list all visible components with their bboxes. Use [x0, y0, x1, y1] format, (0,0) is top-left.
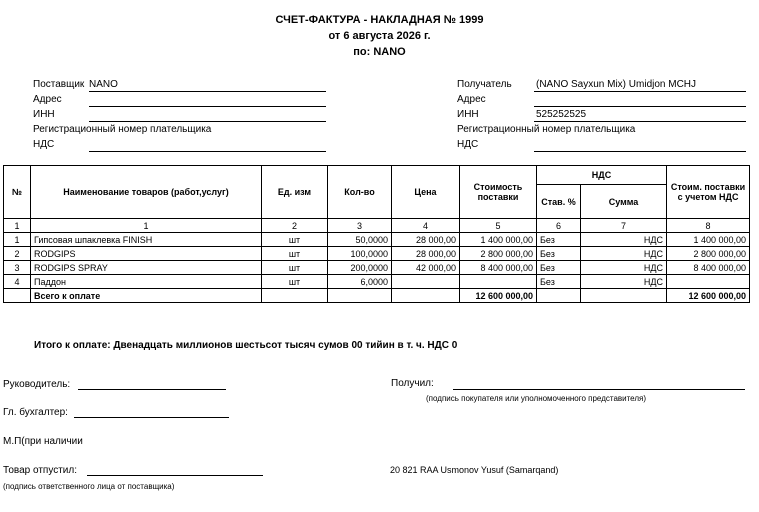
row-unit: шт [262, 233, 328, 247]
recipient-value: (NANO Sayxun Mix) Umidjon MCHJ [536, 79, 697, 90]
recipient-vat-label: НДС [457, 139, 479, 150]
supplier-address-line [89, 95, 326, 107]
row-price [392, 275, 460, 289]
total-empty-cell [392, 289, 460, 303]
index-cell: 1 [31, 219, 262, 233]
invoice-table [3, 165, 750, 303]
row-qty: 50,0000 [328, 233, 392, 247]
released-label: Товар отпустил: [3, 465, 77, 476]
table-index-row [4, 219, 750, 233]
row-total: 2 800 000,00 [667, 247, 750, 261]
released-signature-line [87, 466, 263, 476]
recipient-address-line [534, 95, 746, 107]
row-vat-sum: НДС [581, 233, 667, 247]
row-total [667, 275, 750, 289]
accountant-label: Гл. бухгалтер: [3, 407, 68, 418]
recipient-address-label: Адрес [457, 94, 486, 105]
row-vat-rate: Без [537, 233, 581, 247]
total-empty-cell [581, 289, 667, 303]
supplier-vat-line [89, 140, 326, 152]
row-cost: 8 400 000,00 [460, 261, 537, 275]
row-name: RODGIPS SPRAY [31, 261, 262, 275]
total-empty-cell [537, 289, 581, 303]
total-label: Всего к оплате [31, 289, 262, 303]
supplier-line [89, 80, 326, 92]
released-note: (подпись ответственного лица от поставщика) [3, 482, 175, 491]
recipient-inn-line [534, 110, 746, 122]
recipient-label: Получатель [457, 79, 512, 90]
row-vat-sum: НДС [581, 261, 667, 275]
col-header-vat-rate: Став. % [537, 185, 581, 219]
row-unit: шт [262, 261, 328, 275]
row-qty: 200,0000 [328, 261, 392, 275]
power-of-attorney: 20 821 RAA Usmonov Yusuf (Samarqand) [390, 465, 559, 475]
index-cell: 6 [537, 219, 581, 233]
index-cell: 8 [667, 219, 750, 233]
col-header-price: Цена [392, 166, 460, 219]
index-cell: 7 [581, 219, 667, 233]
supplier-inn-line [89, 110, 326, 122]
recipient-inn-value: 525252525 [536, 109, 587, 120]
supplier-inn-label: ИНН [33, 109, 55, 120]
col-header-total: Стоим. поставки с учетом НДС [667, 166, 750, 219]
table-row [4, 247, 750, 261]
invoice-title: СЧЕТ-ФАКТУРА - НАКЛАДНАЯ № 1999 [275, 14, 484, 26]
row-vat-rate: Без [537, 247, 581, 261]
supplier-value: NANO [89, 79, 118, 90]
table-row [4, 275, 750, 289]
row-price: 28 000,00 [392, 247, 460, 261]
supplier-vat-label: НДС [33, 139, 55, 150]
col-header-qty: Кол-во [328, 166, 392, 219]
row-num: 2 [4, 247, 31, 261]
accountant-signature-line [74, 408, 229, 418]
row-price: 28 000,00 [392, 233, 460, 247]
received-label: Получил: [391, 378, 434, 389]
row-name: Паддон [31, 275, 262, 289]
col-header-vat-sum: Сумма [581, 185, 667, 219]
row-num: 1 [4, 233, 31, 247]
table-header-row [4, 166, 750, 185]
row-vat-rate: Без [537, 261, 581, 275]
stamp-label: М.П(при наличии [3, 436, 83, 447]
row-qty: 100,0000 [328, 247, 392, 261]
row-total: 8 400 000,00 [667, 261, 750, 275]
row-vat-sum: НДС [581, 247, 667, 261]
col-header-unit: Ед. изм [262, 166, 328, 219]
index-cell: 5 [460, 219, 537, 233]
row-cost: 2 800 000,00 [460, 247, 537, 261]
recipient-line [534, 80, 746, 92]
row-cost: 1 400 000,00 [460, 233, 537, 247]
row-unit: шт [262, 247, 328, 261]
col-header-num: № [4, 166, 31, 219]
total-cost: 12 600 000,00 [460, 289, 537, 303]
table-row [4, 233, 750, 247]
recipient-inn-label: ИНН [457, 109, 479, 120]
col-header-cost: Стоимость поставки [460, 166, 537, 219]
total-empty-cell [4, 289, 31, 303]
row-name: RODGIPS [31, 247, 262, 261]
index-cell: 1 [4, 219, 31, 233]
director-label: Руководитель: [3, 379, 71, 390]
index-cell: 4 [392, 219, 460, 233]
row-cost [460, 275, 537, 289]
table-total-row [4, 289, 750, 303]
total-in-words: Итого к оплате: Двенадцать миллионов шестьсот тысяч сумов 00 тийин в т. ч. НДС 0 [34, 340, 458, 351]
table-row [4, 261, 750, 275]
invoice-basis: по: NANO [353, 46, 406, 58]
row-vat-sum: НДС [581, 275, 667, 289]
supplier-address-label: Адрес [33, 94, 62, 105]
row-num: 3 [4, 261, 31, 275]
col-header-vat-group: НДС [537, 166, 667, 185]
index-cell: 3 [328, 219, 392, 233]
row-name: Гипсовая шпаклевка FINISH [31, 233, 262, 247]
total-empty-cell [328, 289, 392, 303]
recipient-vat-line [534, 140, 746, 152]
total-amount: 12 600 000,00 [667, 289, 750, 303]
row-qty: 6,0000 [328, 275, 392, 289]
col-header-name: Наименование товаров (работ,услуг) [31, 166, 262, 219]
received-note: (подпись покупателя или уполномоченного представителя) [426, 394, 647, 403]
recipient-reg-label: Регистрационный номер плательщика [457, 124, 636, 135]
row-total: 1 400 000,00 [667, 233, 750, 247]
index-cell: 2 [262, 219, 328, 233]
supplier-label: Поставщик [33, 79, 85, 90]
row-num: 4 [4, 275, 31, 289]
row-vat-rate: Без [537, 275, 581, 289]
row-price: 42 000,00 [392, 261, 460, 275]
received-signature-line [453, 380, 745, 390]
total-empty-cell [262, 289, 328, 303]
supplier-reg-label: Регистрационный номер плательщика [33, 124, 212, 135]
invoice-date: от 6 августа 2026 г. [328, 30, 431, 42]
director-signature-line [78, 380, 226, 390]
row-unit: шт [262, 275, 328, 289]
